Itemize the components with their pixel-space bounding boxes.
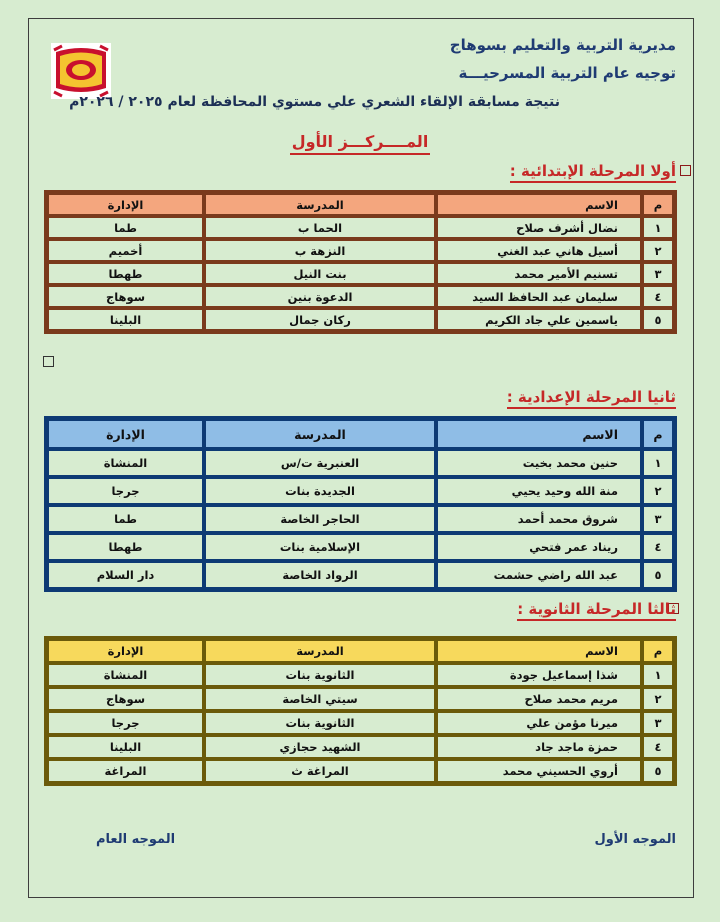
student-name: ميرنا مؤمن علي [436, 711, 642, 735]
student-name: عبد الله راضي حشمت [436, 561, 642, 589]
col-name: الاسم [436, 193, 642, 216]
administration: طما [47, 505, 204, 533]
directorate-title: مديرية التربية والتعليم بسوهاج [449, 36, 676, 54]
student-name: نضال أشرف صلاح [436, 216, 642, 239]
row-number: ٤ [642, 533, 674, 561]
student-name: سليمان عبد الحافظ السيد [436, 285, 642, 308]
table-row [47, 505, 674, 533]
row-number: ٣ [642, 262, 674, 285]
table-row [47, 687, 674, 711]
checkbox-icon [680, 165, 691, 176]
table-row [47, 477, 674, 505]
school-name: الشهيد حجازي [204, 735, 436, 759]
col-num: م [642, 639, 674, 663]
col-school: المدرسة [204, 193, 436, 216]
table-row [47, 561, 674, 589]
student-name: حمزة ماجد جاد [436, 735, 642, 759]
col-admin: الإدارة [47, 419, 204, 449]
table-row [47, 735, 674, 759]
primary-section-title: أولا المرحلة الإبتدائية : [510, 162, 676, 180]
administration: البلينا [47, 735, 204, 759]
row-number: ٥ [642, 308, 674, 331]
preparatory-section-title: ثانيا المرحلة الإعدادية : [507, 388, 676, 406]
secondary-section-title: ثالثا المرحلة الثانوية : [517, 600, 676, 618]
student-name: منة الله وحيد يحيي [436, 477, 642, 505]
ministry-logo-icon [50, 42, 112, 100]
table-row [47, 533, 674, 561]
administration: طهطا [47, 262, 204, 285]
administration: سوهاج [47, 687, 204, 711]
row-number: ٤ [642, 285, 674, 308]
student-name: حنين محمد بخيت [436, 449, 642, 477]
department-title: توجيه عام التربية المسرحيـــة [458, 64, 676, 82]
school-name: المراغة ث [204, 759, 436, 783]
school-name: الثانوية بنات [204, 711, 436, 735]
first-place-label: المــــركـــز الأول [290, 132, 431, 155]
school-name: الحما ب [204, 216, 436, 239]
col-school: المدرسة [204, 419, 436, 449]
table-row [47, 239, 674, 262]
table-row [47, 449, 674, 477]
administration: طما [47, 216, 204, 239]
col-admin: الإدارة [47, 639, 204, 663]
row-number: ١ [642, 663, 674, 687]
administration: دار السلام [47, 561, 204, 589]
table-row [47, 285, 674, 308]
row-number: ٥ [642, 759, 674, 783]
row-number: ٢ [642, 239, 674, 262]
student-name: ريناد عمر فتحي [436, 533, 642, 561]
school-name: العنبرية ت/س [204, 449, 436, 477]
table-row [47, 262, 674, 285]
table-row [47, 216, 674, 239]
administration: أخميم [47, 239, 204, 262]
competition-title: نتيجة مسابقة الإلقاء الشعري علي مستوي المحافظة لعام ٢٠٢٥ / ٢٠٢٦م [69, 94, 560, 110]
student-name: أروي الحسيني محمد [436, 759, 642, 783]
general-supervisor-signature: الموجه العام [96, 832, 176, 847]
student-name: تسنيم الأمير محمد [436, 262, 642, 285]
table-row [47, 711, 674, 735]
row-number: ٣ [642, 711, 674, 735]
table-row [47, 759, 674, 783]
student-name: ياسمين علي جاد الكريم [436, 308, 642, 331]
administration: المنشاة [47, 449, 204, 477]
school-name: الرواد الخاصة [204, 561, 436, 589]
administration: البلينا [47, 308, 204, 331]
row-number: ١ [642, 449, 674, 477]
school-name: النزهة ب [204, 239, 436, 262]
row-number: ٢ [642, 687, 674, 711]
row-number: ٤ [642, 735, 674, 759]
school-name: ركان جمال [204, 308, 436, 331]
row-number: ١ [642, 216, 674, 239]
col-admin: الإدارة [47, 193, 204, 216]
secondary-table [44, 636, 677, 786]
school-name: الدعوة بنين [204, 285, 436, 308]
school-name: الجديدة بنات [204, 477, 436, 505]
col-school: المدرسة [204, 639, 436, 663]
administration: سوهاج [47, 285, 204, 308]
school-name: الإسلامية بنات [204, 533, 436, 561]
col-num: م [642, 193, 674, 216]
row-number: ٥ [642, 561, 674, 589]
table-header-row [47, 193, 674, 216]
col-num: م [642, 419, 674, 449]
student-name: أسيل هاني عبد الغني [436, 239, 642, 262]
administration: المنشاة [47, 663, 204, 687]
first-place-heading [0, 132, 720, 155]
administration: جرجا [47, 477, 204, 505]
row-number: ٣ [642, 505, 674, 533]
student-name: شذا إسماعيل جودة [436, 663, 642, 687]
table-header-row [47, 639, 674, 663]
row-number: ٢ [642, 477, 674, 505]
table-row [47, 663, 674, 687]
student-name: شروق محمد أحمد [436, 505, 642, 533]
school-name: الثانوية بنات [204, 663, 436, 687]
school-name: سيتي الخاصة [204, 687, 436, 711]
student-name: مريم محمد صلاح [436, 687, 642, 711]
administration: جرجا [47, 711, 204, 735]
school-name: الحاجر الخاصة [204, 505, 436, 533]
checkbox-icon [43, 356, 54, 367]
col-name: الاسم [436, 419, 642, 449]
first-supervisor-signature: الموجه الأول [594, 832, 676, 847]
table-header-row [47, 419, 674, 449]
col-name: الاسم [436, 639, 642, 663]
school-name: بنت النيل [204, 262, 436, 285]
administration: المراغة [47, 759, 204, 783]
administration: طهطا [47, 533, 204, 561]
primary-table [44, 190, 677, 334]
table-row [47, 308, 674, 331]
preparatory-table [44, 416, 677, 592]
